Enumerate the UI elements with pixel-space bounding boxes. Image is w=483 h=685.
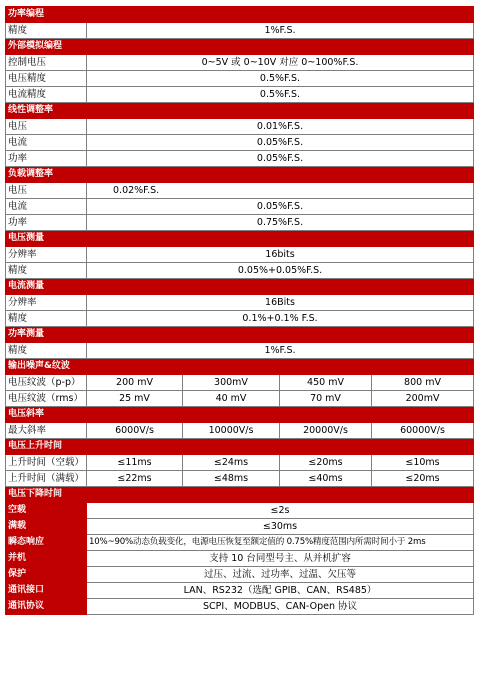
row-value: 0.1%+0.1% F.S.: [87, 311, 474, 327]
row-label: 电压纹波（rms）: [6, 391, 87, 407]
row-label: 控制电压: [6, 55, 87, 71]
section-title: 电流测量: [6, 279, 474, 295]
table-row: [6, 119, 474, 135]
section-title: 负载调整率: [6, 167, 474, 183]
row-value: 40 mV: [183, 391, 280, 407]
section-title: 输出噪声&纹波: [6, 359, 474, 375]
section-header: [6, 407, 474, 423]
row-value: ≤22ms: [87, 471, 183, 487]
row-label: 电流: [6, 135, 87, 151]
row-value: 16bits: [87, 247, 474, 263]
row-label: 最大斜率: [6, 423, 87, 439]
row-label: 电压: [6, 183, 87, 199]
row-label: 电压: [6, 119, 87, 135]
row-label: 电流精度: [6, 87, 87, 103]
section-header: [6, 39, 474, 55]
row-label: 上升时间（空载）: [6, 455, 87, 471]
table-row: [6, 535, 474, 551]
table-row: [6, 311, 474, 327]
row-value: 0.05%F.S.: [87, 135, 474, 151]
row-value: 0.75%F.S.: [87, 215, 474, 231]
row-value: 300mV: [183, 375, 280, 391]
row-label: 精度: [6, 311, 87, 327]
row-value: LAN、RS232（选配 GPIB、CAN、RS485）: [87, 583, 474, 599]
row-label: 分辨率: [6, 295, 87, 311]
section-title: 电压上升时间: [6, 439, 474, 455]
table-row: [6, 423, 474, 439]
row-label: 满载: [6, 519, 87, 535]
table-row: [6, 455, 474, 471]
row-value: 过压、过流、过功率、过温、欠压等: [87, 567, 474, 583]
row-label: 通讯协议: [6, 599, 87, 615]
table-row: [6, 519, 474, 535]
row-value: 0.5%F.S.: [87, 87, 474, 103]
row-label: 分辨率: [6, 247, 87, 263]
table-row: [6, 343, 474, 359]
table-row: [6, 471, 474, 487]
row-value: ≤20ms: [280, 455, 372, 471]
row-value: 0.01%F.S.: [87, 119, 474, 135]
row-value: 0.5%F.S.: [87, 71, 474, 87]
table-row: [6, 391, 474, 407]
section-header: [6, 167, 474, 183]
table-row: [6, 23, 474, 39]
row-value: 60000V/s: [372, 423, 474, 439]
section-title: 功率测量: [6, 327, 474, 343]
row-value: ≤40ms: [280, 471, 372, 487]
section-header: [6, 279, 474, 295]
row-value: 10%~90%动态负载变化，电源电压恢复至额定值的 0.75%精度范围内所需时间小于 2ms: [87, 535, 474, 551]
table-row: [6, 503, 474, 519]
row-label: 通讯接口: [6, 583, 87, 599]
table-row: [6, 375, 474, 391]
row-label: 空载: [6, 503, 87, 519]
row-value: 450 mV: [280, 375, 372, 391]
row-value: 支持 10 台同型号主、从并机扩容: [87, 551, 474, 567]
table-row: [6, 263, 474, 279]
row-label: 功率: [6, 215, 87, 231]
section-title: 功率编程: [6, 7, 474, 23]
row-value: 0.05%F.S.: [87, 151, 474, 167]
row-value: ≤30ms: [87, 519, 474, 535]
table-row: [6, 55, 474, 71]
row-value: 0.02%F.S.: [87, 183, 474, 199]
section-title: 电压下降时间: [6, 487, 474, 503]
row-value: 6000V/s: [87, 423, 183, 439]
section-title: 电压测量: [6, 231, 474, 247]
table-row: [6, 135, 474, 151]
table-row: [6, 247, 474, 263]
section-header: [6, 231, 474, 247]
section-header: [6, 103, 474, 119]
table-row: [6, 583, 474, 599]
section-header: [6, 7, 474, 23]
row-label: 电压精度: [6, 71, 87, 87]
row-value: 200mV: [372, 391, 474, 407]
row-value: 0~5V 或 0~10V 对应 0~100%F.S.: [87, 55, 474, 71]
row-label: 上升时间（满载）: [6, 471, 87, 487]
row-label: 精度: [6, 343, 87, 359]
row-label: 瞬态响应: [6, 535, 87, 551]
spec-sheet: [5, 6, 473, 615]
section-header: [6, 359, 474, 375]
row-value: 200 mV: [87, 375, 183, 391]
row-value: 70 mV: [280, 391, 372, 407]
section-title: 线性调整率: [6, 103, 474, 119]
row-value: ≤2s: [87, 503, 474, 519]
table-row: [6, 295, 474, 311]
row-label: 精度: [6, 263, 87, 279]
row-value: 1%F.S.: [87, 343, 474, 359]
row-label: 并机: [6, 551, 87, 567]
table-row: [6, 567, 474, 583]
row-value: 1%F.S.: [87, 23, 474, 39]
table-row: [6, 71, 474, 87]
table-row: [6, 215, 474, 231]
section-title: 电压斜率: [6, 407, 474, 423]
table-row: [6, 183, 474, 199]
row-label: 电流: [6, 199, 87, 215]
spec-table: [5, 6, 474, 615]
row-label: 功率: [6, 151, 87, 167]
section-header: [6, 487, 474, 503]
row-value: SCPI、MODBUS、CAN-Open 协议: [87, 599, 474, 615]
section-header: [6, 327, 474, 343]
row-value: ≤48ms: [183, 471, 280, 487]
row-value: ≤20ms: [372, 471, 474, 487]
section-header: [6, 439, 474, 455]
row-value: ≤11ms: [87, 455, 183, 471]
section-title: 外部模拟编程: [6, 39, 474, 55]
row-value: 16Bits: [87, 295, 474, 311]
row-value: 25 mV: [87, 391, 183, 407]
table-row: [6, 551, 474, 567]
table-row: [6, 599, 474, 615]
row-value: 0.05%F.S.: [87, 199, 474, 215]
row-label: 保护: [6, 567, 87, 583]
row-value: 0.05%+0.05%F.S.: [87, 263, 474, 279]
table-row: [6, 199, 474, 215]
table-row: [6, 151, 474, 167]
row-value: 10000V/s: [183, 423, 280, 439]
row-label: 精度: [6, 23, 87, 39]
row-label: 电压纹波（p-p）: [6, 375, 87, 391]
row-value: 800 mV: [372, 375, 474, 391]
table-row: [6, 87, 474, 103]
row-value: ≤10ms: [372, 455, 474, 471]
row-value: ≤24ms: [183, 455, 280, 471]
row-value: 20000V/s: [280, 423, 372, 439]
